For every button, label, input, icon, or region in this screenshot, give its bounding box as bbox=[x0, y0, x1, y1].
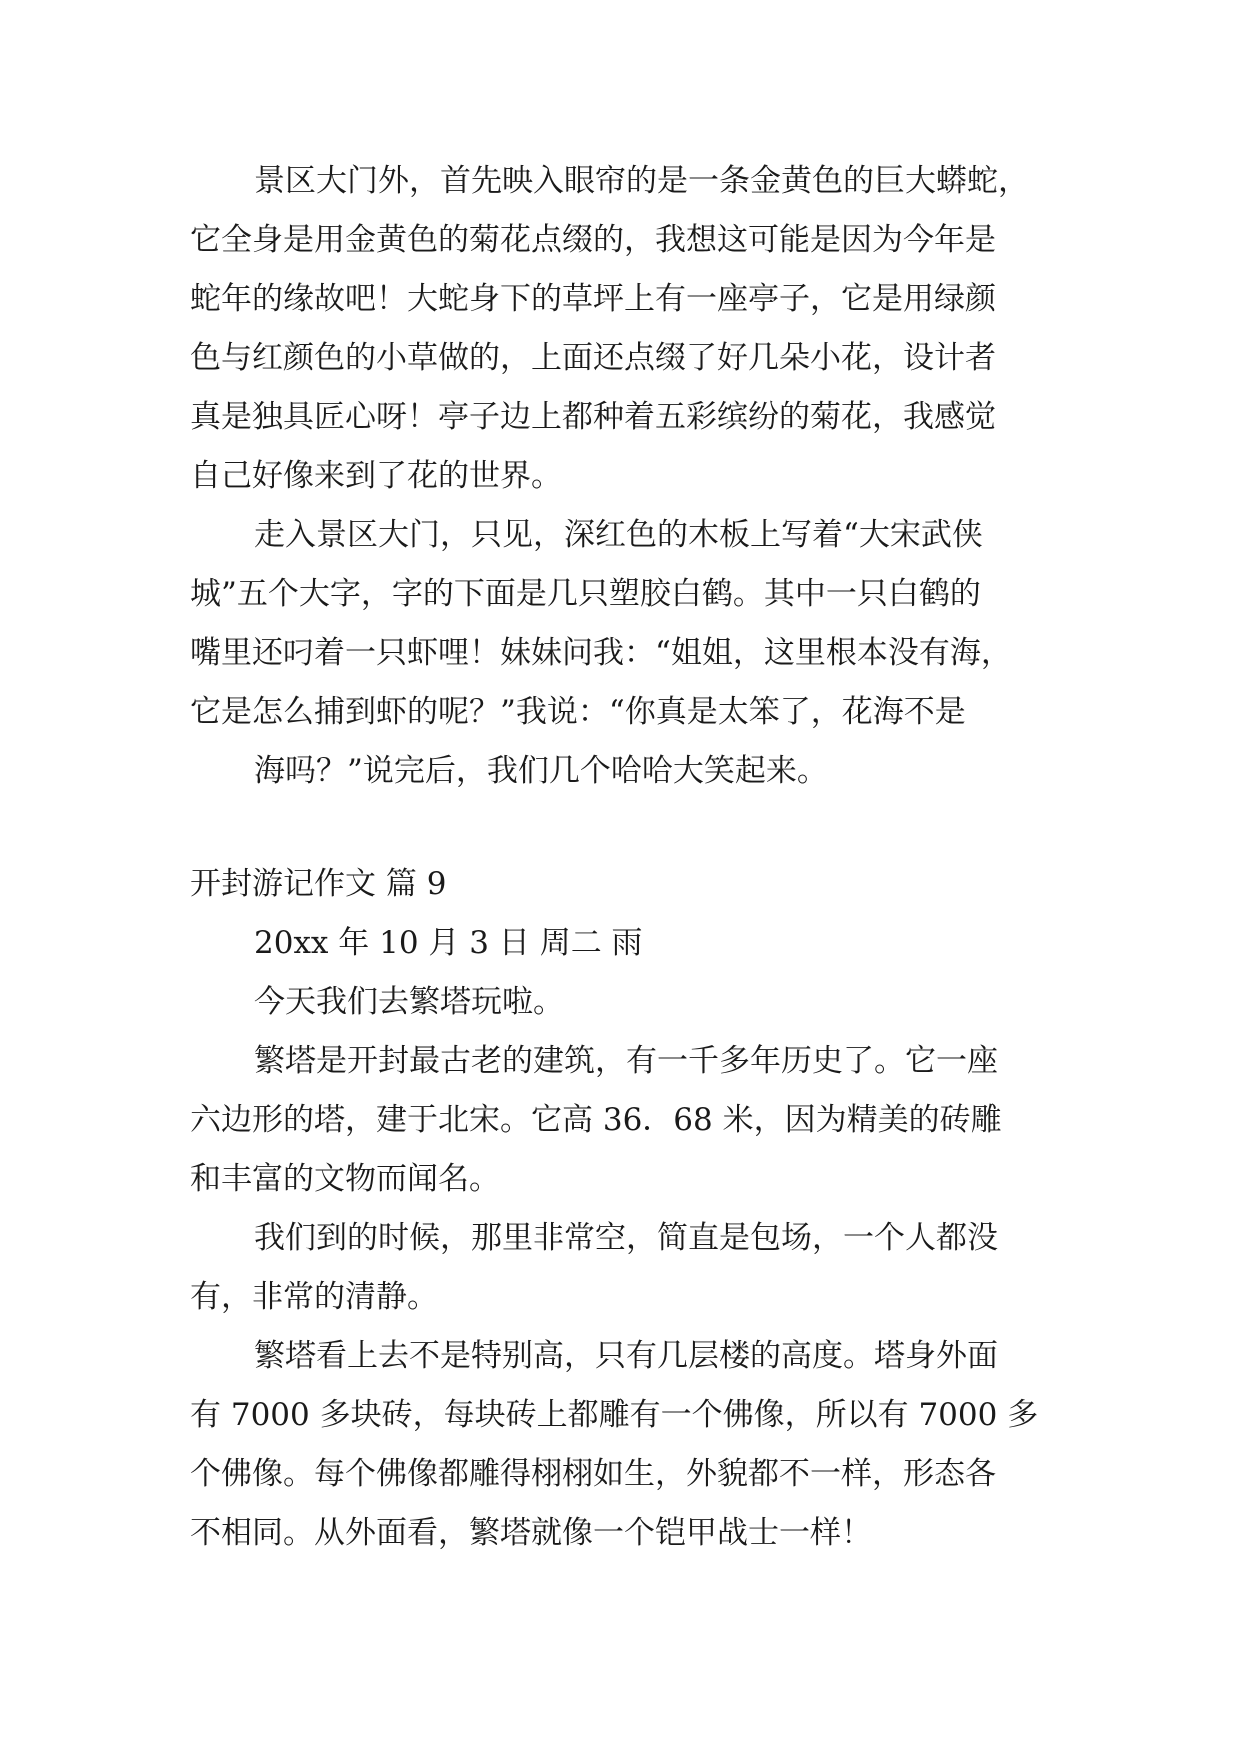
paragraph-line: 蛇年的缘故吧！大蛇身下的草坪上有一座亭子，它是用绿颜 bbox=[190, 281, 996, 317]
paragraph-line: 有，非常的清静。 bbox=[190, 1279, 438, 1315]
paragraph-line: 城”五个大字，字的下面是几只塑胶白鹤。其中一只白鹤的 bbox=[190, 576, 981, 612]
essay-9-body bbox=[190, 914, 1070, 1563]
paragraph-line: 六边形的塔，建于北宋。它高 36．68 米，因为精美的砖雕 bbox=[190, 1102, 1002, 1138]
paragraph-line: 嘴里还叼着一只虾哩！妹妹问我：“姐姐，这里根本没有海， bbox=[190, 635, 1012, 671]
paragraph-line: 海吗？”说完后，我们几个哈哈大笑起来。 bbox=[254, 753, 828, 789]
paragraph-line: 繁塔看上去不是特别高，只有几层楼的高度。塔身外面 bbox=[254, 1338, 998, 1374]
paragraph-line: 景区大门外，首先映入眼帘的是一条金黄色的巨大蟒蛇， bbox=[254, 163, 1029, 199]
paragraph-line: 它是怎么捕到虾的呢？”我说：“你真是太笨了，花海不是 bbox=[190, 694, 966, 730]
paragraph-line: 真是独具匠心呀！亭子边上都种着五彩缤纷的菊花，我感觉 bbox=[190, 399, 996, 435]
essay-heading: 开封游记作文 篇 9 bbox=[190, 866, 447, 902]
paragraph-line: 个佛像。每个佛像都雕得栩栩如生，外貌都不一样，形态各 bbox=[190, 1456, 996, 1492]
essay-8-continuation bbox=[190, 152, 1070, 801]
paragraph-line: 自己好像来到了花的世界。 bbox=[190, 458, 562, 494]
paragraph-line: 繁塔是开封最古老的建筑，有一千多年历史了。它一座 bbox=[254, 1043, 998, 1079]
date-line: 20xx 年 10 月 3 日 周二 雨 bbox=[254, 925, 643, 961]
intro-line: 今天我们去繁塔玩啦。 bbox=[254, 984, 564, 1020]
paragraph-line: 色与红颜色的小草做的，上面还点缀了好几朵小花，设计者 bbox=[190, 340, 996, 376]
paragraph-line: 走入景区大门，只见，深红色的木板上写着“大宋武侠 bbox=[254, 517, 983, 553]
paragraph-line: 它全身是用金黄色的菊花点缀的，我想这可能是因为今年是 bbox=[190, 222, 996, 258]
paragraph-line: 和丰富的文物而闻名。 bbox=[190, 1161, 500, 1197]
paragraph-line: 不相同。从外面看，繁塔就像一个铠甲战士一样！ bbox=[190, 1515, 872, 1551]
paragraph-line: 有 7000 多块砖，每块砖上都雕有一个佛像，所以有 7000 多 bbox=[190, 1397, 1039, 1433]
paragraph-line: 我们到的时候，那里非常空，简直是包场，一个人都没 bbox=[254, 1220, 998, 1256]
